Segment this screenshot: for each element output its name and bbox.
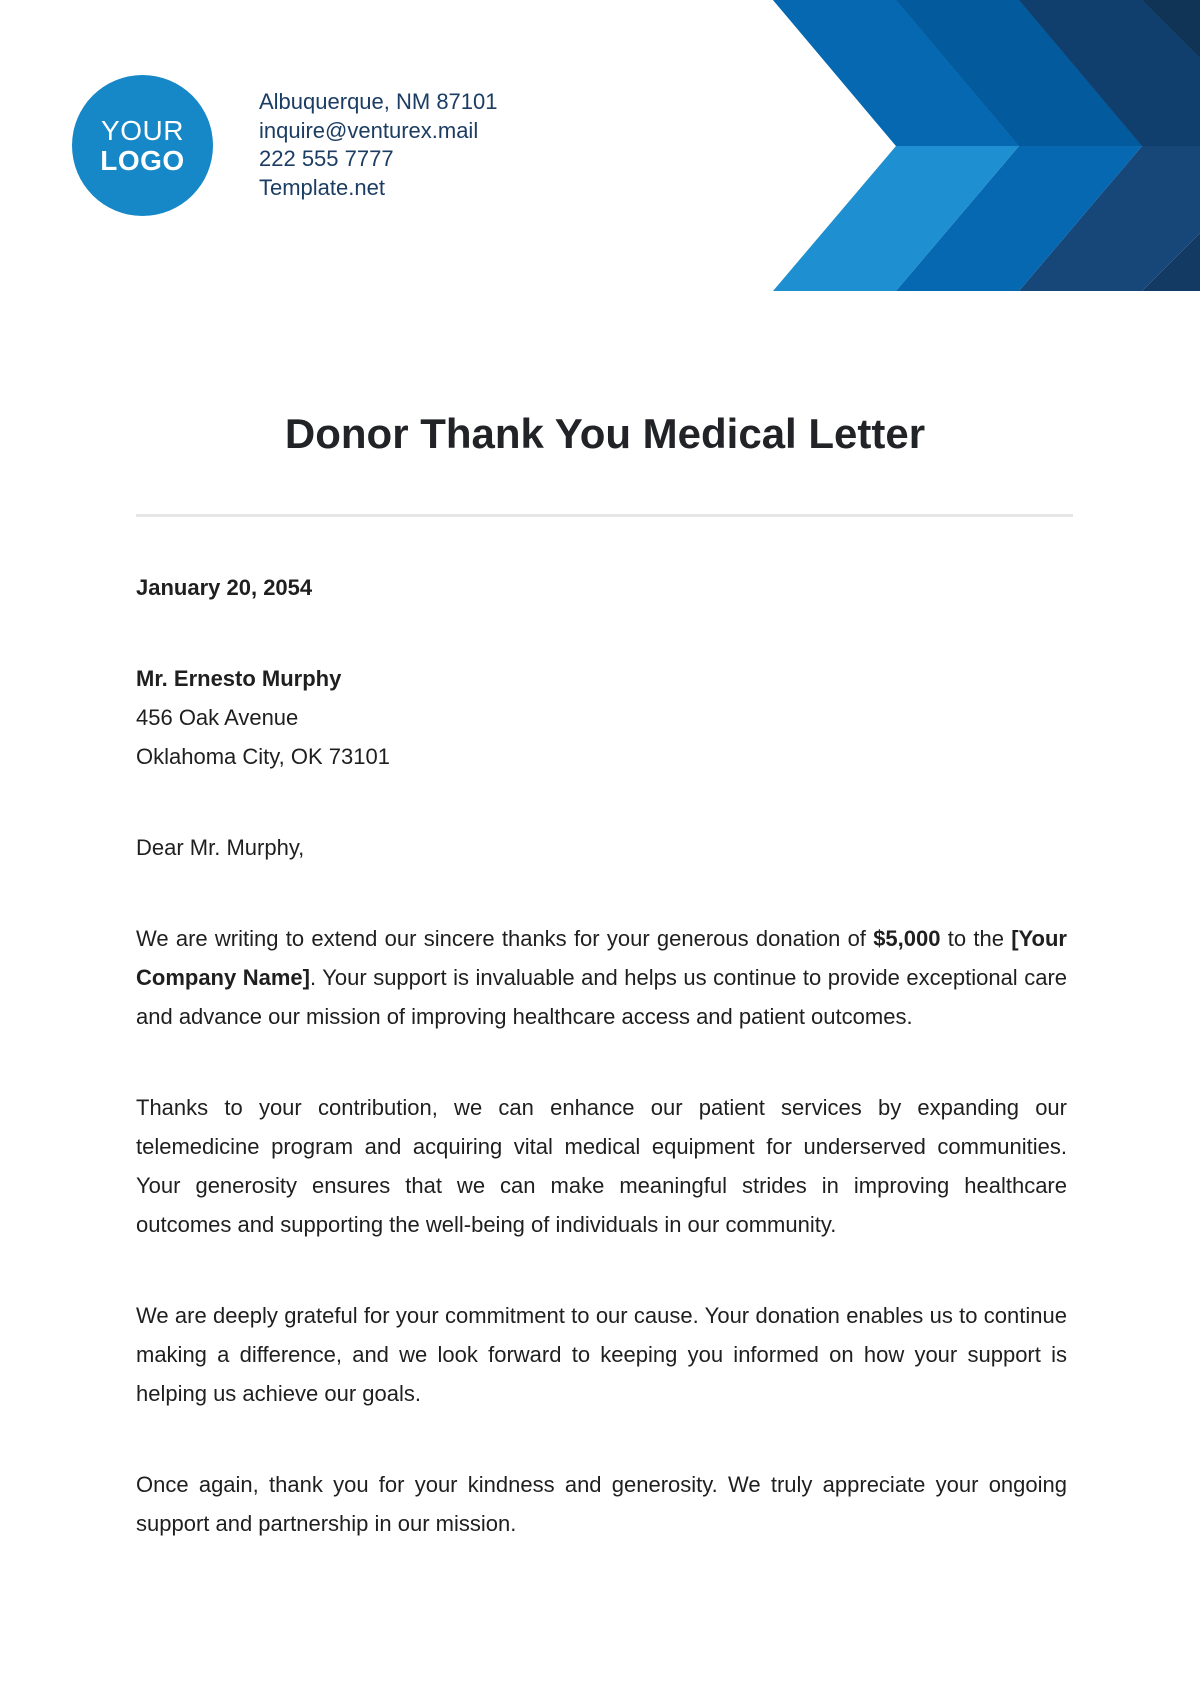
document-title: Donor Thank You Medical Letter — [284, 410, 926, 457]
header-chevron-graphic — [770, 0, 1200, 291]
paragraph-1-text-c: . Your support is invaluable and helps us continue to provide exceptional care and advance our mission of improving healthcare access and patient outcomes. — [136, 965, 1067, 1029]
recipient-city: Oklahoma City, OK 73101 — [136, 744, 390, 769]
company-logo — [72, 75, 213, 216]
paragraph-1-text-a: We are writing to extend our sincere thanks for your generous donation of — [136, 926, 874, 951]
paragraph-1-text-b: to the — [940, 926, 1012, 951]
paragraph-2: Thanks to your contribution, we can enhance our patient services by expanding our telemedicine program and acquiring vital medical equipment for underserved communities. Your generosity ensures that we can make meaningful strides in improving healthcare outcomes and supporting the well-being of individuals in our community. — [136, 1095, 1067, 1237]
letter-body — [136, 568, 1067, 1543]
company-name-placeholder: [Your Company Name] — [136, 926, 1067, 990]
donation-amount: $5,000 — [873, 926, 941, 951]
logo-text-your: YOUR — [101, 115, 184, 147]
contact-email: inquire@venturex.mail — [259, 117, 479, 143]
title-divider — [136, 514, 1073, 517]
paragraph-4: Once again, thank you for your kindness and generosity. We truly appreciate your ongoing support and partnership in our mission. — [136, 1472, 1067, 1536]
paragraph-3: We are deeply grateful for your commitment to our cause. Your donation enables us to continue making a difference, and we look forward to keeping you informed on how your support is helping us achieve our goals. — [136, 1303, 1067, 1406]
paragraph-1 — [136, 919, 1067, 1036]
contact-phone: 222 555 7777 — [259, 146, 394, 171]
recipient-name: Mr. Ernesto Murphy — [136, 666, 342, 691]
logo-text-logo: LOGO — [100, 144, 185, 176]
contact-website: Template.net — [259, 174, 385, 200]
letter-date: January 20, 2054 — [136, 575, 313, 600]
salutation: Dear Mr. Murphy, — [136, 835, 305, 860]
recipient-street: 456 Oak Avenue — [136, 705, 299, 730]
contact-block — [259, 88, 498, 202]
contact-address: Albuquerque, NM 87101 — [259, 89, 498, 114]
recipient-block — [136, 659, 1067, 776]
